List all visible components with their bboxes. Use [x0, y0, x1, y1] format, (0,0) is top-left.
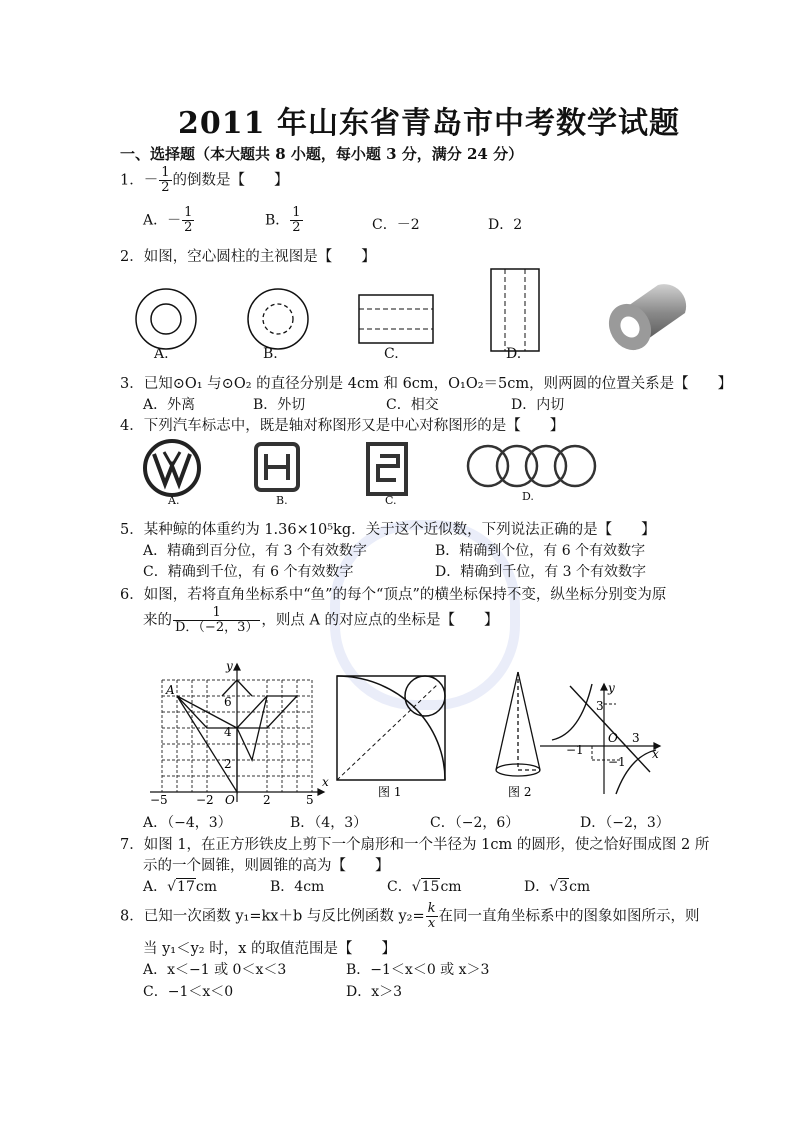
q1-option-d: D．2: [488, 217, 523, 233]
fig-tick-4: 4: [224, 725, 232, 739]
fig-tick-m2: −2: [196, 793, 214, 804]
q2-figure-a: [136, 289, 196, 349]
q3-option-c: C．相交: [386, 397, 439, 413]
q2-label-b: B.: [263, 346, 278, 362]
fig-x-label: x: [322, 775, 329, 789]
fig-tick-p5: 5: [306, 793, 314, 804]
question-5: 5．某种鲸的体重约为 1.36×10⁵kg．关于这个近似数，下列说法正确的是【 】: [120, 522, 656, 538]
logo-a-volkswagen: [145, 441, 199, 495]
q2-figure-b: [248, 289, 308, 349]
q7-option-b: B．4cm: [270, 879, 325, 895]
question-7-line1: 7．如图 1，在正方形铁皮上剪下一个扇形和一个半径为 1cm 的圆形，使之恰好围成图 2 所: [120, 837, 710, 853]
question-8-line1: 8．已知一次函数 y₁=kx＋b 与反比例函数 y₂= $\frac{k}{x}$ 在同一直角坐标系中的图象如图所示，则: [120, 901, 700, 931]
figure-1-square: [337, 676, 445, 780]
graph-tick-m1-y: −1: [608, 755, 626, 769]
figure-2-cone: [496, 672, 540, 776]
graph-x-label: x: [652, 747, 659, 761]
q6-option-a: A．（−4，3）: [143, 815, 232, 831]
fig-tick-6: 6: [224, 695, 232, 709]
q1-option-b: B． $\frac{1}{2}$: [265, 205, 301, 235]
q6-option-b: B．（4，3）: [290, 815, 368, 831]
graph-y-label: y: [608, 681, 615, 695]
q1-option-c: C．－2: [372, 217, 420, 233]
q4-label-d: D.: [522, 490, 534, 503]
question-3: 3．已知⊙O₁ 与⊙O₂ 的直径分别是 4cm 和 6cm，O₁O₂＝5cm，则两圆的位置关系是【 】: [120, 376, 733, 392]
q6-option-c: C．（−2，6）: [430, 815, 520, 831]
q7-option-a: A．√17cm: [143, 879, 217, 895]
question-6-line1: 6．如图，若将直角坐标系中“鱼”的每个“顶点”的横坐标保持不变，纵坐标分别变为原: [120, 587, 667, 603]
question-6-line2: 来的 $\frac{1}{D.(-2,3)}$ ，则点 A 的对应点的坐标是【 】: [143, 605, 499, 635]
fig-y-label: y: [226, 659, 233, 673]
question-4: 4．下列汽车标志中，既是轴对称图形又是中心对称图形的是【 】: [120, 418, 565, 434]
q2-figure-c: [359, 295, 433, 343]
logo-d-audi: [468, 446, 595, 486]
question-1: 1．－ $\frac{1}{2}$ 的倒数是【 】: [120, 165, 289, 195]
q5-option-b: B．精确到个位，有 6 个有效数字: [435, 543, 646, 559]
q5-option-c: C．精确到千位，有 6 个有效数字: [143, 564, 354, 580]
q5-option-d: D．精确到千位，有 3 个有效数字: [435, 564, 647, 580]
q8-option-b: B．−1＜x＜0 或 x＞3: [346, 962, 490, 978]
logo-b-honda: [256, 444, 298, 490]
fig-point-a-label: A: [166, 683, 175, 697]
q5-option-a: A．精确到百分位，有 3 个有效数字: [143, 543, 367, 559]
fig-tick-m5: −5: [150, 793, 168, 804]
q7-option-d: D．√3cm: [524, 879, 591, 895]
question-8-line2: 当 y₁＜y₂ 时，x 的取值范围是【 】: [143, 941, 397, 957]
fig-origin-label: O: [225, 793, 235, 804]
logo-c: [368, 444, 406, 494]
question-7-line2: 示的一个圆锥，则圆锥的高为【 】: [143, 858, 390, 874]
graph-tick-3-y: 3: [596, 699, 604, 713]
fig-tick-2: 2: [224, 757, 232, 771]
figure-2-caption: 图 2: [508, 785, 532, 799]
question-2: 2．如图，空心圆柱的主视图是【 】: [120, 249, 376, 265]
q4-label-c: C.: [385, 494, 397, 507]
q4-label-b: B.: [276, 494, 288, 507]
q1-option-a: A．－ $\frac{1}{2}$: [143, 205, 193, 235]
q8-option-a: A．x＜−1 或 0＜x＜3: [143, 962, 287, 978]
hollow-cylinder-picture: [601, 284, 686, 358]
graph-tick-3-x: 3: [632, 731, 640, 745]
section-heading: 一、选择题（本大题共 8 小题，每小题 3 分，满分 24 分）: [120, 145, 524, 163]
figure-1-caption: 图 1: [378, 785, 402, 799]
q8-option-d: D．x＞3: [346, 984, 403, 1000]
q2-figures: [130, 265, 700, 365]
q4-label-a: A.: [168, 494, 180, 507]
q6-option-d: D．（−2，3）: [580, 815, 670, 831]
q3-option-d: D．内切: [511, 397, 565, 413]
graph-origin: O: [608, 731, 618, 745]
q2-label-d: D.: [506, 346, 522, 362]
page-title: 2011 年山东省青岛市中考数学试题: [178, 106, 680, 141]
q2-figure-d: [491, 269, 539, 351]
q3-option-b: B．外切: [253, 397, 306, 413]
q3-option-a: A．外离: [143, 397, 196, 413]
graph-tick-m1-x: −1: [566, 743, 584, 757]
q7-option-c: C．√15cm: [387, 879, 462, 895]
q2-label-c: C.: [384, 346, 399, 362]
figures-row: [140, 654, 670, 804]
q2-label-a: A.: [154, 346, 169, 362]
fig-tick-p2: 2: [263, 793, 271, 804]
q8-option-c: C．−1＜x＜0: [143, 984, 234, 1000]
